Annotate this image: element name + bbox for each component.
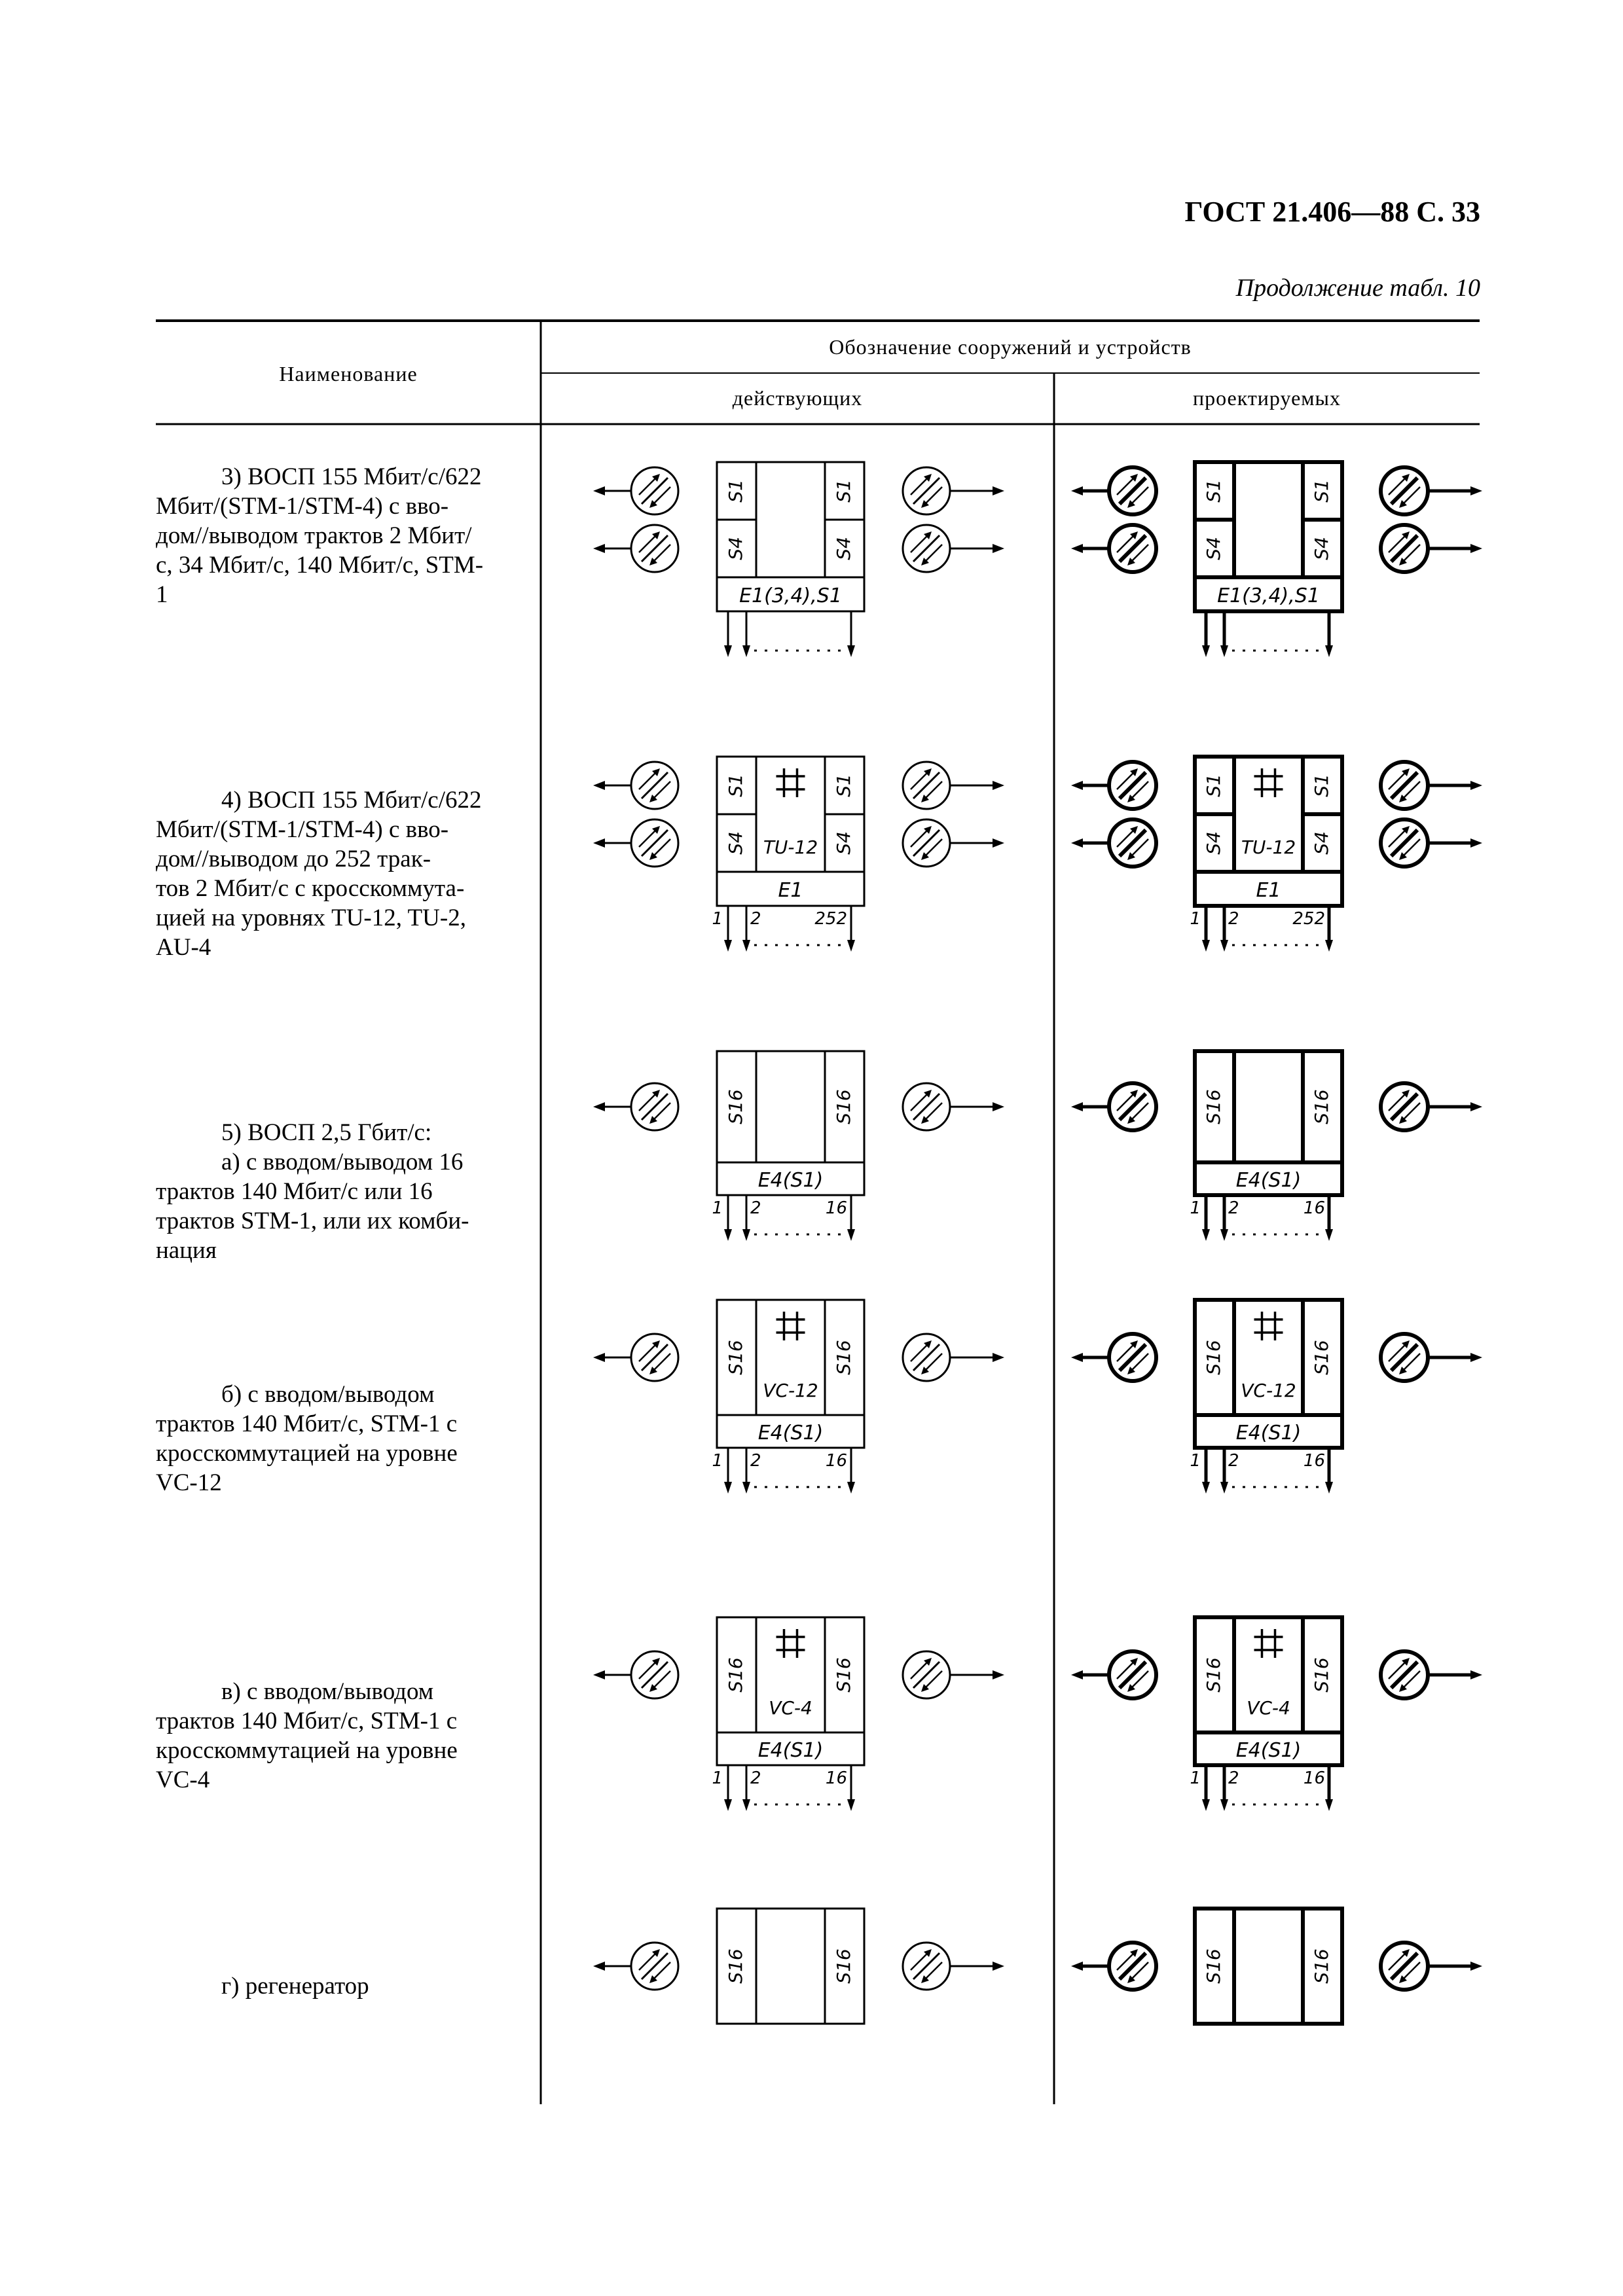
tributary-arrowhead: [1325, 940, 1333, 952]
tributary-arrowhead: [847, 645, 855, 657]
name-line: 4) ВОСП 155 Мбит/с/622: [221, 787, 482, 814]
symbol-existing-4: [589, 746, 1008, 962]
name-line: нация: [156, 1237, 217, 1264]
name-line: трактов STM-1, или их комби-: [156, 1208, 469, 1234]
right-top-arrowhead: [993, 781, 1004, 790]
cross-connect-icon: [1254, 1312, 1283, 1340]
name-line: трактов 140 Мбит/с или 16: [156, 1178, 433, 1205]
name-line: а) с вводом/выводом 16: [221, 1149, 464, 1175]
name-line: трактов 140 Мбит/с, STM-1 с: [156, 1410, 458, 1437]
tributary-arrowhead: [1202, 940, 1210, 952]
name-line: в) с вводом/выводом: [221, 1678, 434, 1705]
name-line: тов 2 Мбит/с с кросскоммута-: [156, 875, 465, 902]
tributary-arrowhead: [1202, 1799, 1210, 1811]
row-name-5b: [156, 1380, 532, 1498]
tributary-arrowhead: [742, 1799, 750, 1811]
port-number: 1: [1190, 1198, 1201, 1218]
name-line: Мбит/(STM-1/STM-4) с вво-: [156, 816, 449, 843]
port-label: S4: [725, 537, 746, 560]
name-line: г) регенератор: [221, 1973, 369, 2000]
left-arrowhead: [1071, 1670, 1083, 1679]
row-name-4: [156, 785, 532, 962]
right-top-arrowhead: [993, 486, 1004, 495]
port-number: 16: [825, 1198, 847, 1218]
tributary-arrowhead: [847, 1799, 855, 1811]
name-line: AU-4: [156, 934, 211, 961]
tributary-arrowhead: [1220, 1229, 1228, 1241]
table-continuation-note: Продолжение табл. 10: [1235, 274, 1480, 302]
port-label: S16: [725, 1340, 746, 1375]
bottom-label: E4(S1): [757, 1169, 824, 1192]
right-arrowhead: [993, 1670, 1004, 1679]
symbol-projected-3: [1067, 452, 1486, 668]
port-label: S4: [1311, 831, 1332, 855]
symbol-projected-5v: [1067, 1607, 1486, 1823]
right-top-arrowhead: [1470, 486, 1482, 495]
row-name-5v: [156, 1677, 532, 1795]
tributary-arrowhead: [742, 940, 750, 952]
right-bottom-arrowhead: [993, 838, 1004, 848]
name-line: 3) ВОСП 155 Мбит/с/622: [221, 463, 482, 490]
port-label: S16: [833, 1948, 854, 1984]
port-number: 252: [814, 909, 847, 929]
port-label: S1: [833, 774, 854, 797]
port-number: 2: [750, 909, 761, 929]
row-name-5g: [156, 1971, 532, 2001]
left-arrowhead: [1071, 1102, 1083, 1111]
tributary-arrowhead: [724, 645, 732, 657]
column-header-projected: проектируемых: [1192, 386, 1341, 410]
port-number: 1: [712, 1198, 723, 1218]
port-label: S16: [1311, 1657, 1332, 1693]
port-number: 16: [1303, 1451, 1325, 1471]
name-line: 5) ВОСП 2,5 Гбит/с:: [221, 1119, 432, 1146]
name-line: 1: [156, 581, 168, 608]
name-line: VC-4: [156, 1767, 210, 1793]
right-arrowhead: [1470, 1353, 1482, 1362]
bottom-label: E4(S1): [757, 1739, 824, 1762]
left-bottom-arrowhead: [1071, 544, 1083, 553]
tributary-arrowhead: [847, 940, 855, 952]
column-header-existing: действующих: [732, 386, 863, 410]
symbol-existing-3: [589, 452, 1008, 668]
port-number: 2: [750, 1451, 761, 1471]
tributary-arrowhead: [724, 1229, 732, 1241]
cross-connect-icon: [776, 768, 805, 797]
port-label: S4: [1203, 537, 1224, 560]
tributary-arrowhead: [742, 645, 750, 657]
port-number: 1: [1190, 909, 1201, 929]
tributary-arrowhead: [724, 1799, 732, 1811]
port-number: 2: [1228, 1768, 1239, 1788]
name-line: дом//выводом трактов 2 Мбит/: [156, 522, 472, 549]
right-arrowhead: [1470, 1670, 1482, 1679]
bottom-label: E1: [778, 879, 803, 902]
right-arrowhead: [993, 1353, 1004, 1362]
port-number: 1: [712, 909, 723, 929]
left-top-arrowhead: [1071, 486, 1083, 495]
tributary-arrowhead: [742, 1229, 750, 1241]
center-label: VC-4: [1247, 1697, 1290, 1719]
left-bottom-arrowhead: [593, 838, 605, 848]
port-number: 1: [712, 1768, 723, 1788]
port-label: S4: [725, 831, 746, 855]
tributary-arrowhead: [1220, 1799, 1228, 1811]
cross-connect-icon: [1254, 768, 1283, 797]
column-header-name: Наименование: [279, 362, 418, 386]
left-arrowhead: [1071, 1353, 1083, 1362]
left-arrowhead: [593, 1670, 605, 1679]
left-arrowhead: [593, 1962, 605, 1971]
port-label: S1: [1203, 479, 1224, 503]
left-top-arrowhead: [593, 781, 605, 790]
port-label: S1: [833, 479, 854, 503]
tributary-arrowhead: [847, 1482, 855, 1494]
port-number: 1: [1190, 1768, 1201, 1788]
name-line: с, 34 Мбит/с, 140 Мбит/с, STM-: [156, 552, 484, 579]
bottom-label: E4(S1): [757, 1422, 824, 1444]
left-top-arrowhead: [593, 486, 605, 495]
symbol-existing-5g: [589, 1898, 1008, 2068]
port-label: S16: [1311, 1948, 1332, 1984]
right-bottom-arrowhead: [1470, 544, 1482, 553]
port-label: S1: [725, 774, 746, 797]
port-label: S16: [1203, 1948, 1224, 1984]
left-bottom-arrowhead: [593, 544, 605, 553]
tributary-arrowhead: [1220, 645, 1228, 657]
bottom-label: E4(S1): [1235, 1422, 1302, 1444]
port-number: 2: [750, 1768, 761, 1788]
symbol-projected-5g: [1067, 1898, 1486, 2068]
port-label: S16: [833, 1089, 854, 1124]
tributary-arrowhead: [847, 1229, 855, 1241]
name-line: цией на уровнях TU-12, TU-2,: [156, 905, 466, 931]
bottom-label: E4(S1): [1235, 1739, 1302, 1762]
right-arrowhead: [993, 1962, 1004, 1971]
row-name-3: [156, 462, 532, 609]
left-bottom-arrowhead: [1071, 838, 1083, 848]
tributary-arrowhead: [742, 1482, 750, 1494]
port-number: 2: [1228, 909, 1239, 929]
port-label: S16: [725, 1657, 746, 1693]
port-label: S16: [725, 1948, 746, 1984]
tributary-arrowhead: [1325, 1229, 1333, 1241]
port-number: 1: [1190, 1451, 1201, 1471]
port-number: 16: [825, 1451, 847, 1471]
name-line: Мбит/(STM-1/STM-4) с вво-: [156, 493, 449, 520]
symbol-projected-4: [1067, 746, 1486, 962]
symbol-projected-5b: [1067, 1289, 1486, 1505]
center-label: TU-12: [1241, 836, 1296, 858]
port-label: S16: [1203, 1089, 1224, 1124]
cross-connect-icon: [776, 1629, 805, 1658]
tributary-arrowhead: [1202, 1482, 1210, 1494]
tributary-arrowhead: [1220, 1482, 1228, 1494]
port-label: S16: [725, 1089, 746, 1124]
symbol-projected-5a: [1067, 1041, 1486, 1257]
port-label: S16: [833, 1657, 854, 1693]
standard-header: ГОСТ 21.406—88 С. 33: [1184, 196, 1480, 228]
port-label: S16: [1203, 1657, 1224, 1693]
right-arrowhead: [1470, 1962, 1482, 1971]
symbol-existing-5a: [589, 1041, 1008, 1257]
center-label: VC-12: [763, 1380, 818, 1401]
right-arrowhead: [993, 1102, 1004, 1111]
tributary-arrowhead: [1325, 645, 1333, 657]
port-label: S1: [725, 479, 746, 503]
tributary-arrowhead: [724, 1482, 732, 1494]
name-line: VC-12: [156, 1469, 222, 1496]
port-number: 16: [1303, 1198, 1325, 1218]
tributary-arrowhead: [1202, 645, 1210, 657]
cross-connect-icon: [776, 1312, 805, 1340]
bottom-label: E1(3,4),S1: [739, 584, 842, 607]
tributary-arrowhead: [1325, 1799, 1333, 1811]
port-label: S1: [1311, 774, 1332, 797]
port-label: S16: [833, 1340, 854, 1375]
port-label: S16: [1311, 1089, 1332, 1124]
port-label: S4: [833, 831, 854, 855]
left-arrowhead: [593, 1102, 605, 1111]
port-number: 1: [712, 1451, 723, 1471]
right-bottom-arrowhead: [993, 544, 1004, 553]
name-line: кросскоммутацией на уровне: [156, 1440, 458, 1467]
port-label: S16: [1311, 1340, 1332, 1375]
right-bottom-arrowhead: [1470, 838, 1482, 848]
column-header-group: Обозначение сооружений и устройств: [829, 335, 1192, 359]
cross-connect-icon: [1254, 1629, 1283, 1658]
port-label: S4: [1203, 831, 1224, 855]
bottom-label: E1(3,4),S1: [1217, 584, 1320, 607]
name-line: трактов 140 Мбит/с, STM-1 с: [156, 1708, 458, 1734]
symbol-existing-5v: [589, 1607, 1008, 1823]
name-line: дом//выводом до 252 трак-: [156, 846, 431, 872]
row-name-5a: [156, 1118, 532, 1265]
port-label: S16: [1203, 1340, 1224, 1375]
left-arrowhead: [593, 1353, 605, 1362]
port-number: 2: [1228, 1198, 1239, 1218]
center-label: VC-12: [1241, 1380, 1296, 1401]
center-label: VC-4: [769, 1697, 812, 1719]
port-number: 16: [1303, 1768, 1325, 1788]
port-label: S1: [1203, 774, 1224, 797]
tributary-arrowhead: [1220, 940, 1228, 952]
tributary-arrowhead: [1325, 1482, 1333, 1494]
port-number: 252: [1292, 909, 1325, 929]
tributary-arrowhead: [1202, 1229, 1210, 1241]
port-number: 2: [1228, 1451, 1239, 1471]
left-top-arrowhead: [1071, 781, 1083, 790]
port-number: 16: [825, 1768, 847, 1788]
name-line: кросскоммутацией на уровне: [156, 1737, 458, 1764]
bottom-label: E1: [1256, 879, 1281, 902]
right-arrowhead: [1470, 1102, 1482, 1111]
port-number: 2: [750, 1198, 761, 1218]
name-line: б) с вводом/выводом: [221, 1381, 435, 1408]
center-label: TU-12: [763, 836, 818, 858]
right-top-arrowhead: [1470, 781, 1482, 790]
port-label: S4: [833, 537, 854, 560]
bottom-label: E4(S1): [1235, 1169, 1302, 1192]
tributary-arrowhead: [724, 940, 732, 952]
port-label: S1: [1311, 479, 1332, 503]
port-label: S4: [1311, 537, 1332, 560]
symbol-existing-5b: [589, 1289, 1008, 1505]
left-arrowhead: [1071, 1962, 1083, 1971]
